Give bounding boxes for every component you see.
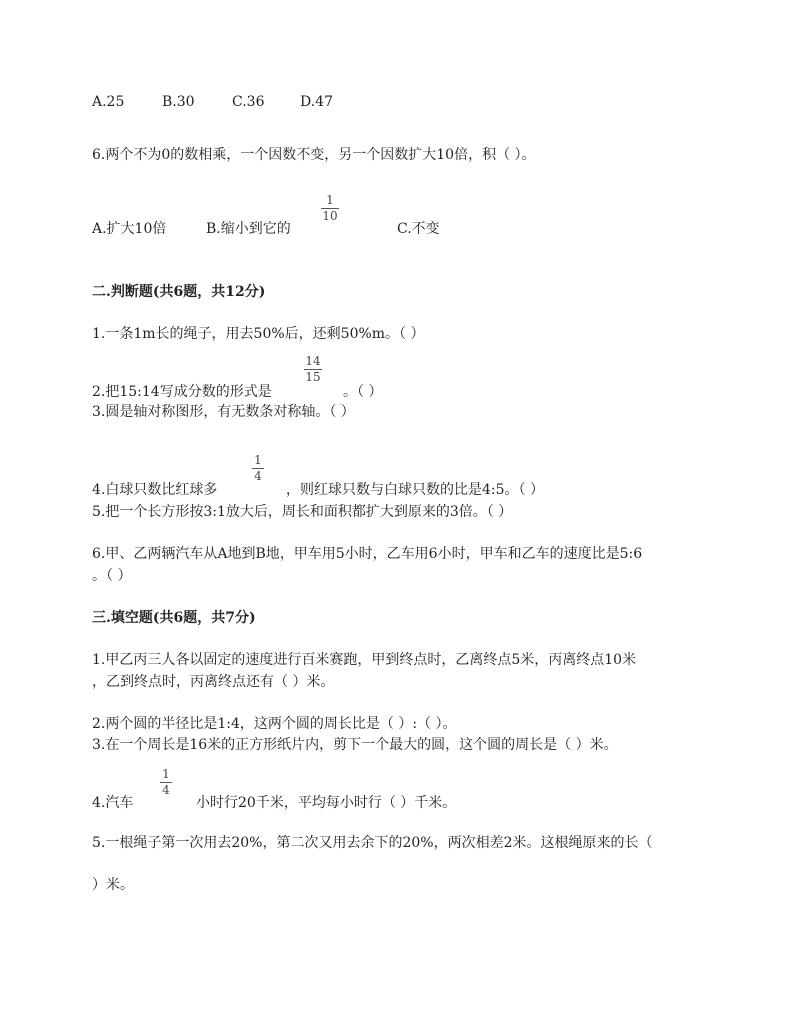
fraction-numerator: 1 — [254, 453, 262, 467]
option-d: D.47 — [300, 94, 333, 110]
option-c: C.36 — [232, 94, 265, 110]
fraction-numerator: 1 — [326, 193, 334, 207]
question-text: 6.两个不为0的数相乘，一个因数不变，另一个因数扩大10倍，积（ ）。 — [92, 147, 536, 163]
option-b: B.30 — [162, 94, 195, 110]
question-text: 6.甲、乙两辆汽车从A地到B地，甲车用5小时，乙车用6小时，甲车和乙车的速度比是5:6 — [92, 546, 643, 562]
fraction-denominator: 10 — [322, 209, 338, 223]
fraction — [304, 355, 322, 384]
fraction-numerator: 14 — [305, 354, 321, 368]
fraction — [160, 768, 172, 797]
question-text: 4.白球只数比红球多 — [92, 482, 218, 498]
question-text: 1.甲乙丙三人各以固定的速度进行百米赛跑，甲到终点时，乙离终点5米，丙离终点10米 — [92, 652, 637, 668]
fraction-denominator: 4 — [162, 783, 170, 797]
fraction — [252, 454, 264, 483]
question-text: 小时行20千米，平均每小时行（ ）千米。 — [196, 795, 457, 811]
fraction-denominator: 4 — [254, 469, 262, 483]
fraction-numerator: 1 — [162, 767, 170, 781]
fraction-denominator: 15 — [305, 370, 321, 384]
question-text: 。（ ） — [92, 568, 132, 584]
question-text: ）米。 — [92, 877, 134, 893]
question-text: 2.两个圆的半径比是1:4，这两个圆的周长比是（ ）:（ ）。 — [92, 716, 457, 732]
section-heading: 二.判断题(共6题，共12分) — [92, 284, 266, 300]
option-c: C.不变 — [397, 221, 440, 237]
question-text: ，则红球只数与白球只数的比是4:5。（ ） — [286, 482, 544, 498]
question-text: 。（ ） — [343, 384, 383, 400]
question-text: 1.一条1m长的绳子，用去50%后，还剩50%m。（ ） — [92, 326, 425, 342]
question-text: 5.一根绳子第一次用去20%，第二次又用去余下的20%，两次相差2米。这根绳原来的长（ — [92, 835, 653, 851]
option-a: A.25 — [92, 94, 125, 110]
question-text: 3.圆是轴对称图形，有无数条对称轴。（ ） — [92, 404, 355, 420]
fraction — [321, 194, 339, 223]
question-text: 5.把一个长方形按3:1放大后，周长和面积都扩大到原来的3倍。（ ） — [92, 504, 513, 520]
question-text: ，乙到终点时，丙离终点还有（ ）米。 — [92, 674, 335, 690]
question-text: 2.把15:14写成分数的形式是 — [92, 384, 272, 400]
section-heading: 三.填空题(共6题，共7分) — [92, 610, 256, 626]
option-b: B.缩小到它的 — [206, 221, 291, 237]
question-text: 3.在一个周长是16米的正方形纸片内，剪下一个最大的圆，这个圆的周长是（ ）米。 — [92, 737, 618, 753]
question-text: 4.汽车 — [92, 795, 134, 811]
option-a: A.扩大10倍 — [92, 221, 167, 237]
